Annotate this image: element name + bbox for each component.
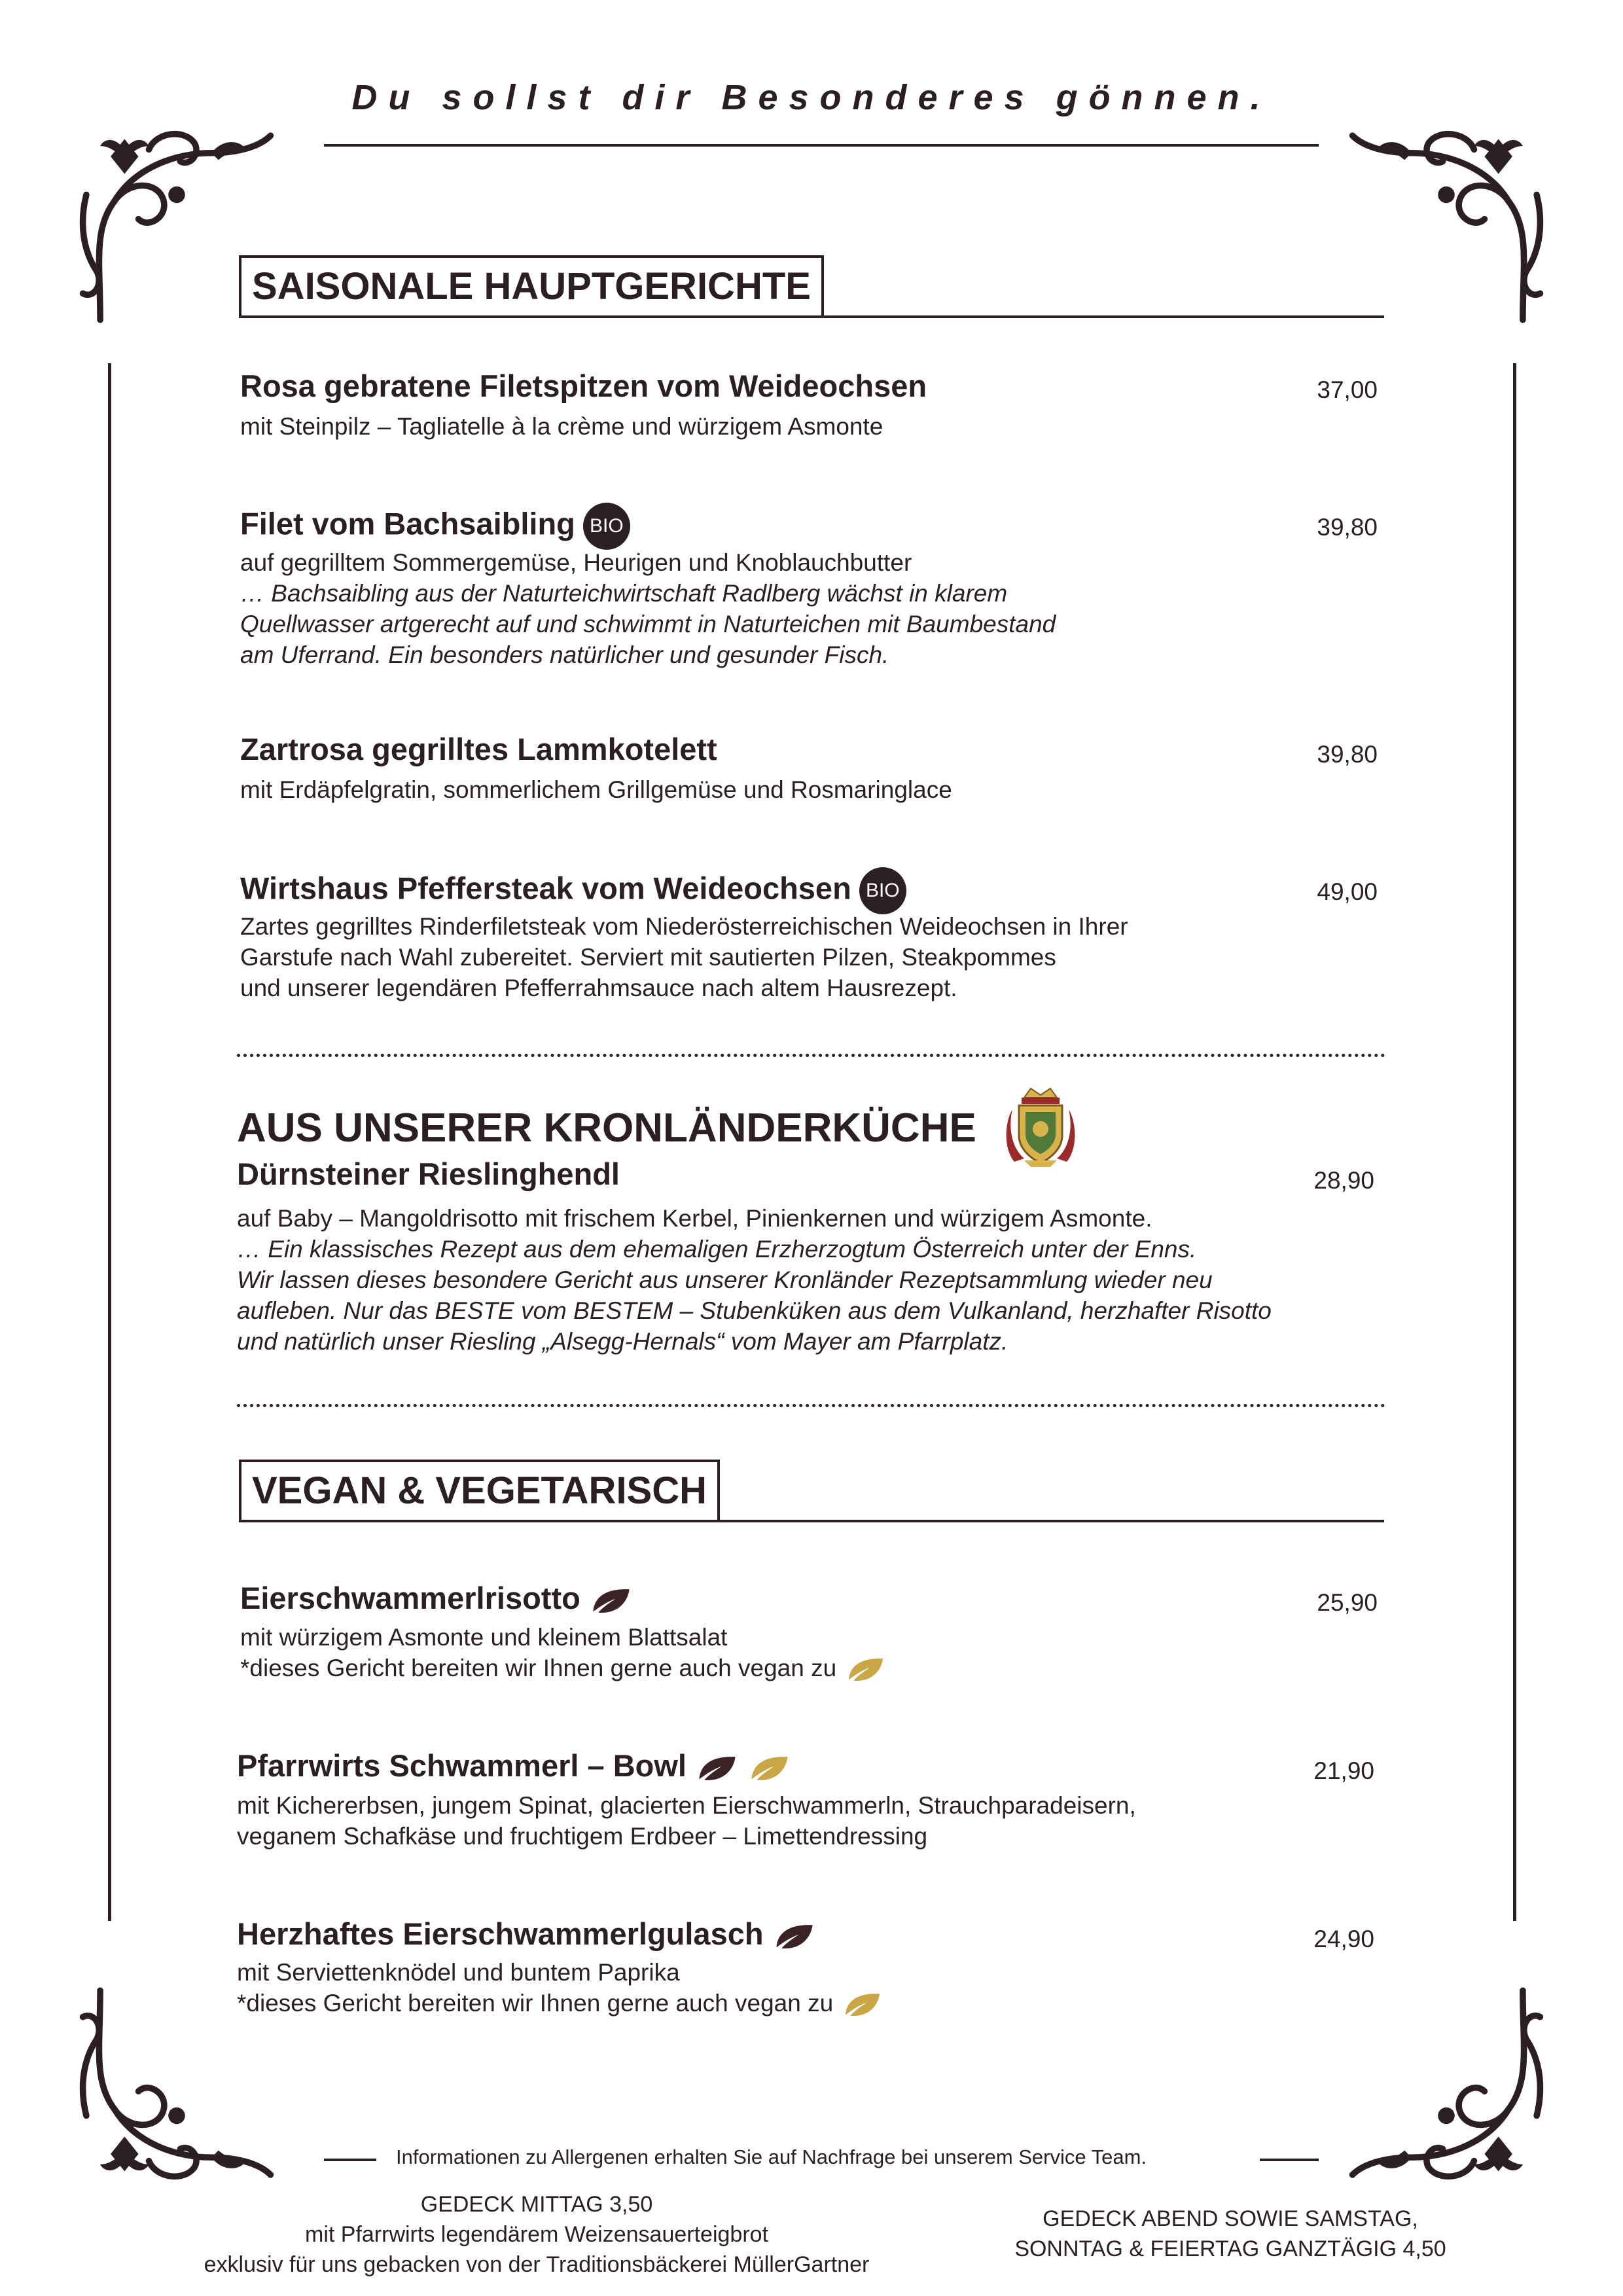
left-frame-line: [108, 363, 111, 1921]
dish-description-block: [240, 911, 1128, 1003]
footer-rule-left: [324, 2159, 376, 2161]
footer-rule-right: [1260, 2159, 1319, 2161]
dish-title-with-badge: [240, 503, 630, 550]
right-frame-line: [1513, 363, 1516, 1921]
gedeck-mittag: [151, 2189, 923, 2280]
dish-description-block: [240, 547, 1056, 670]
section-heading-saisonal: SAISONALE HAUPTGERICHTE: [239, 255, 824, 318]
dish-description-block: [237, 1957, 883, 2019]
vegetarian-leaf-icon: [773, 1922, 816, 1952]
gedeck-abend-line: SONNTAG & FEIERTAG GANZTÄGIG 4,50: [1014, 2236, 1446, 2261]
vegan-note: [237, 1988, 883, 2019]
dish-title: Filet vom Bachsaibling: [240, 506, 575, 541]
dish-description: mit Steinpilz – Tagliatelle à la crème und würzigem Asmonte: [240, 413, 883, 440]
dish-note-line: Quellwasser artgerecht auf und schwimmt in Naturteichen mit Baumbestand: [240, 611, 1056, 637]
top-divider: [324, 144, 1319, 147]
vegan-leaf-icon: [748, 1753, 791, 1784]
vegetarian-leaf-icon: [696, 1753, 739, 1784]
vegan-leaf-icon: [842, 1990, 883, 2019]
dish-description-block: [237, 1203, 1272, 1357]
dish-description: Garstufe nach Wahl zubereitet. Serviert mit sautierten Pilzen, Steakpommes: [240, 944, 1056, 971]
bio-badge: BIO: [583, 503, 630, 550]
dish-title: Wirtshaus Pfeffersteak vom Weideochsen: [240, 870, 851, 906]
corner-ornament-bottom-right-icon: [1342, 1977, 1551, 2199]
dish-title: Rosa gebratene Filetspitzen vom Weideochsen: [240, 368, 927, 403]
section-heading-kronland: AUS UNSERER KRONLÄNDERKÜCHE: [237, 1105, 976, 1151]
gedeck-abend-line: GEDECK ABEND SOWIE SAMSTAG,: [1043, 2206, 1418, 2231]
dish-price: 49,00: [1317, 878, 1378, 905]
dish-title-with-icon: [237, 1746, 791, 1785]
vegan-leaf-icon: [846, 1655, 886, 1684]
dish-note-line: und natürlich unser Riesling „Alsegg-Hernals“ vom Mayer am Pfarrplatz.: [237, 1328, 1008, 1355]
bio-badge: BIO: [859, 867, 906, 914]
dish-description: mit Erdäpfelgratin, sommerlichem Grillgemüse und Rosmaringlace: [240, 776, 952, 803]
allergen-note: Informationen zu Allergenen erhalten Sie auf Nachfrage bei unserem Service Team.: [396, 2145, 1147, 2168]
dish-price: 37,00: [1317, 376, 1378, 403]
dish-description: mit würzigem Asmonte und kleinem Blattsalat: [240, 1624, 728, 1651]
dish-description: auf Baby – Mangoldrisotto mit frischem Kerbel, Pinienkernen und würzigem Asmonte.: [237, 1205, 1152, 1232]
dish-price: 25,90: [1317, 1589, 1378, 1616]
dish-description: mit Kichererbsen, jungem Spinat, glacierten Eierschwammerln, Strauchparadeisern,: [237, 1792, 1136, 1819]
dish-description: Zartes gegrilltes Rinderfiletsteak vom Niederösterreichischen Weideochsen in Ihrer: [240, 913, 1128, 940]
section-heading-vegan: VEGAN & VEGETARISCH: [239, 1460, 720, 1522]
gedeck-abend: [969, 2204, 1492, 2264]
corner-ornament-top-right-icon: [1342, 111, 1551, 334]
gedeck-mittag-line: mit Pfarrwirts legendärem Weizensauerteigbrot: [305, 2222, 768, 2247]
vegan-note: [240, 1653, 886, 1684]
dish-price: 39,80: [1317, 741, 1378, 768]
dish-price: 28,90: [1313, 1167, 1374, 1194]
dish-description-block: [237, 1790, 1136, 1852]
dish-title-with-badge: [240, 867, 906, 914]
dish-note-line: … Ein klassisches Rezept aus dem ehemaligen Erzherzogtum Österreich unter der Enns.: [237, 1236, 1197, 1263]
dish-description: mit Serviettenknödel und buntem Paprika: [237, 1959, 680, 1986]
dish-title: Pfarrwirts Schwammerl – Bowl: [237, 1748, 687, 1783]
dish-title: Dürnsteiner Rieslinghendl: [237, 1157, 620, 1191]
dish-price: 24,90: [1313, 1926, 1374, 1952]
dish-note-line: … Bachsaibling aus der Naturteichwirtschaft Radlberg wächst in klarem: [240, 580, 1008, 607]
dotted-divider: [237, 1054, 1385, 1057]
dish-title-with-icon: [237, 1914, 816, 1954]
tagline: Du sollst dir Besonderes gönnen.: [351, 78, 1272, 117]
dish-note-line: am Uferrand. Ein besonders natürlicher und gesunder Fisch.: [240, 641, 889, 668]
gedeck-mittag-line: GEDECK MITTAG 3,50: [420, 2192, 653, 2217]
dish-description-block: [240, 1622, 886, 1684]
vegetarian-leaf-icon: [590, 1586, 633, 1616]
dish-title: Herzhaftes Eierschwammerlgulasch: [237, 1916, 764, 1951]
vegan-note-text: *dieses Gericht bereiten wir Ihnen gerne auch vegan zu: [237, 1990, 834, 2017]
dish-note-line: aufleben. Nur das BESTE vom BESTEM – Stubenküken aus dem Vulkanland, herzhafter Risotto: [237, 1297, 1272, 1324]
dish-price: 39,80: [1317, 514, 1378, 541]
dish-title: Eierschwammerlrisotto: [240, 1581, 580, 1615]
dish-price: 21,90: [1313, 1757, 1374, 1784]
dish-title: Zartrosa gegrilltes Lammkotelett: [240, 732, 717, 766]
dish-description: auf gegrilltem Sommergemüse, Heurigen und Knoblauchbutter: [240, 549, 912, 576]
gedeck-mittag-line: exklusiv für uns gebacken von der Traditionsbäckerei MüllerGartner: [204, 2252, 870, 2277]
dish-note-line: Wir lassen dieses besondere Gericht aus unserer Kronländer Rezeptsammlung wieder neu: [237, 1266, 1213, 1293]
dotted-divider: [237, 1404, 1385, 1407]
dish-description: und unserer legendären Pfefferrahmsauce nach altem Hausrezept.: [240, 975, 957, 1001]
vegan-note-text: *dieses Gericht bereiten wir Ihnen gerne auch vegan zu: [240, 1655, 837, 1681]
dish-title-with-icon: [240, 1579, 633, 1618]
dish-description: veganem Schafkäse und fruchtigem Erdbeer – Limettendressing: [237, 1823, 928, 1850]
coat-of-arms-icon: [1005, 1083, 1077, 1168]
